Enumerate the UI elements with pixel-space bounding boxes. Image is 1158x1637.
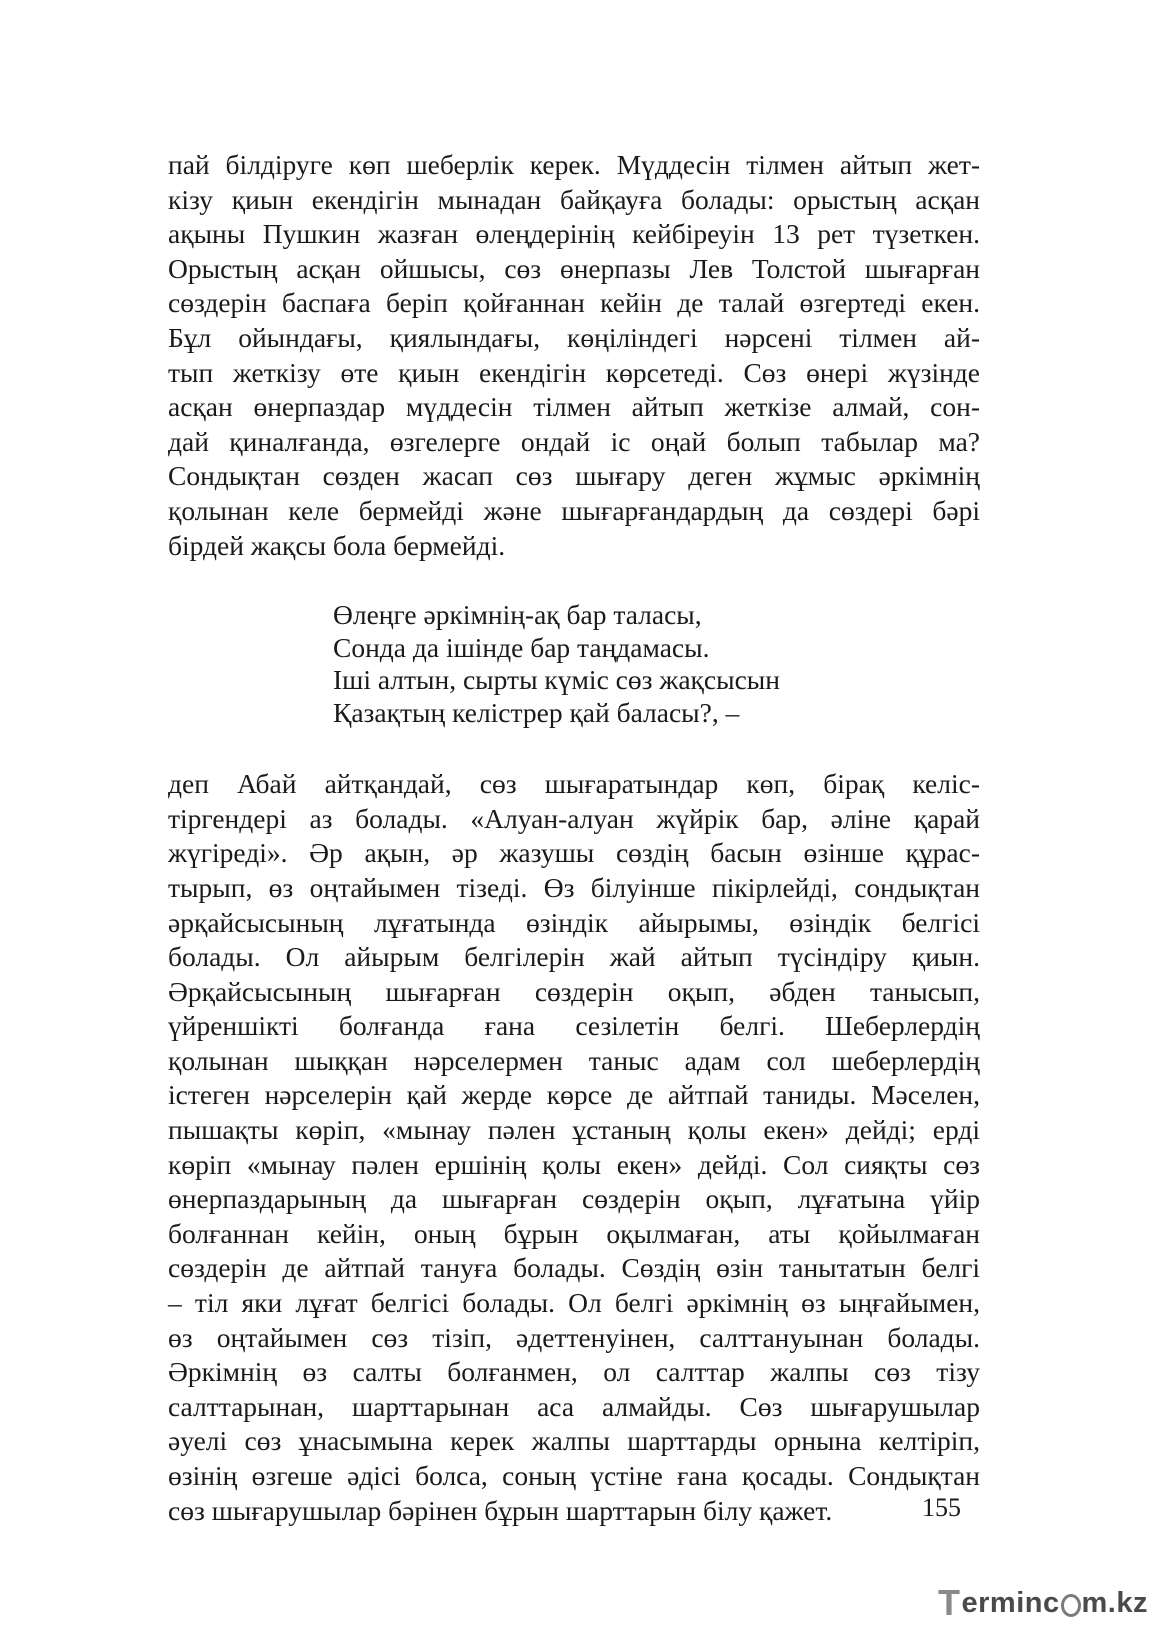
watermark-text-middle: erminc (961, 1586, 1060, 1619)
paragraph-line: Әркімнің өз салты болғанмен, ол салттар жалпы сөз тізу (168, 1356, 980, 1388)
paragraph-line: Бұл ойындағы, қиялындағы, көңіліндегі нәрсені тілмен ай- (168, 321, 980, 353)
paragraph-line: қолынан келе бермейді және шығарғандардың да сөздері бәрі (168, 494, 980, 526)
paragraph-1 (168, 148, 980, 563)
paragraph-line: Әрқайсысының шығарған сөздерін оқып, әбден танысып, (168, 975, 980, 1007)
paragraph-line: пышақты көріп, «мынау пәлен ұстаның қолы екен» дейді; ерді (168, 1114, 980, 1146)
paragraph-line: Орыстың асқан ойшысы, сөз өнерпазы Лев Толстой шығарған (168, 252, 980, 284)
paragraph-line: істеген нәрселерін қай жерде көрсе де айтпай таниды. Мәселен, (168, 1079, 980, 1111)
verse-line: Іші алтын, сырты күміс сөз жақсысын (333, 664, 780, 696)
paragraph-line: ақыны Пушкин жазған өлеңдерінің кейбіреуін 13 рет түзеткен. (168, 218, 980, 250)
paragraph-line: сөз шығарушылар бәрінен бұрын шарттарын білу қажет. (168, 1494, 833, 1526)
paragraph-line: тіргендері аз болады. «Алуан-алуан жүйрік бар, әліне қарай (168, 802, 980, 834)
paragraph-line: өз оңтайымен сөз тізіп, әдеттенуінен, салттануынан болады. (168, 1321, 980, 1353)
paragraph-line: болады. Ол айырым белгілерін жай айтып түсіндіру қиын. (168, 941, 980, 973)
paragraph-line: әрқайсысының лұғатында өзіндік айырымы, өзіндік белгісі (168, 906, 980, 938)
paragraph-line: Сондықтан сөзден жасап сөз шығару деген жұмыс әркімнің (168, 460, 980, 492)
paragraph-line: бірдей жақсы бола бермейді. (168, 529, 506, 561)
paragraph-line: пай білдіруге көп шеберлік керек. Мүддесін тілмен айтып жет- (168, 149, 980, 180)
page-body (168, 148, 980, 1528)
paragraph-line: өнерпаздарының да шығарған сөздерін оқып, лұғатына үйір (168, 1183, 980, 1215)
paragraph-line: кізу қиын екендігін мынадан байқауға болады: орыстың асқан (168, 183, 980, 215)
paragraph-line: болғаннан кейін, оның бұрын оқылмаған, аты қойылмаған (168, 1217, 980, 1249)
paragraph-line: жүгіреді». Әр ақын, әр жазушы сөздің басын өзінше құрас- (168, 837, 980, 869)
paragraph-line: – тіл яки лұғат белгісі болады. Ол белгі әркімнің өз ыңғайымен, (168, 1287, 980, 1319)
watermark-text-end: m.kz (1081, 1586, 1148, 1619)
paragraph-2 (168, 767, 980, 1528)
paragraph-line: көріп «мынау пәлен ершінің қолы екен» дейді. Сол сияқты сөз (168, 1148, 980, 1180)
paragraph-line: дай қиналғанда, өзгелерге ондай іс оңай болып табылар ма? (168, 425, 980, 457)
paragraph-line: салттарынан, шарттарынан аса алмайды. Сөз шығарушылар (168, 1390, 980, 1422)
verse-line: Өлеңге әркімнің-ақ бар таласы, (333, 599, 702, 631)
paragraph-line: өзінің өзгеше әдісі болса, соның үстіне ғана қосады. Сондықтан (168, 1460, 980, 1491)
paragraph-line: әуелі сөз ұнасымына керек жалпы шарттарды орнына келтіріп, (168, 1425, 980, 1457)
paragraph-line: тырып, өз оңтайымен тізеді. Өз білуінше пікірлейді, сондықтан (168, 871, 980, 903)
verse-line: Сонда да ішінде бар таңдамасы. (333, 631, 710, 663)
paragraph-line: сөздерін баспаға беріп қойғаннан кейін де талай өзгертеді екен. (168, 287, 980, 319)
paragraph-line: тып жеткізу өте қиын екендігін көрсетеді. Сөз өнері жүзінде (168, 356, 980, 388)
paragraph-line: үйреншікті болғанда ғана сезілетін белгі. Шеберлердің (168, 1010, 980, 1042)
paragraph-line: қолынан шыққан нәрселермен таныс адам сол шеберлердің (168, 1044, 980, 1076)
paragraph-line: сөздерін де айтпай тануға болады. Сөздің өзін танытатын белгі (168, 1252, 980, 1284)
page-number: 155 (922, 1493, 961, 1522)
verse-line: Қазақтың келістрер қай баласы?, – (333, 696, 740, 728)
watermark-letter-t: T (938, 1582, 961, 1623)
paragraph-line: деп Абай айтқандай, сөз шығаратындар көп, бірақ келіс- (168, 768, 980, 800)
paragraph-line: асқан өнерпаздар мүддесін тілмен айтып жеткізе алмай, сон- (168, 391, 980, 423)
magnifier-icon (1061, 1594, 1081, 1617)
site-watermark-logo (938, 1581, 1148, 1625)
poem-quote (333, 599, 980, 729)
